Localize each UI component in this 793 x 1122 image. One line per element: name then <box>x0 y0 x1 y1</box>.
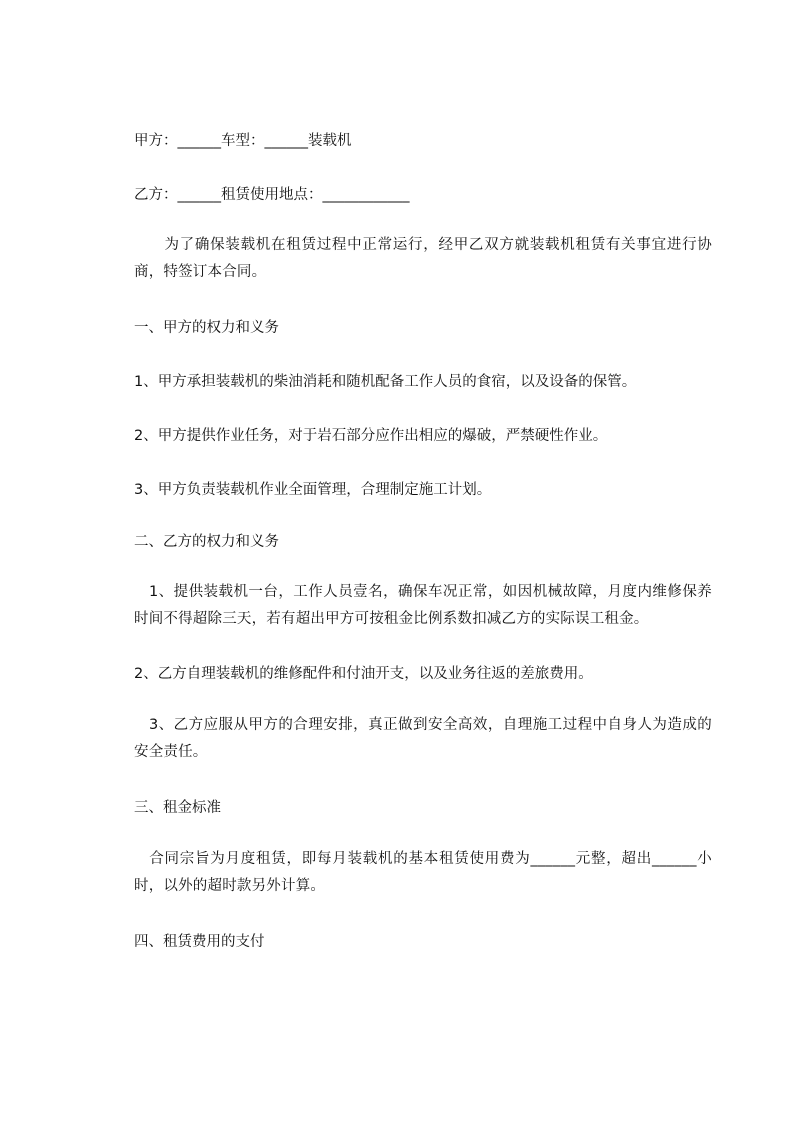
section-1-item-2: 2、甲方提供作业任务，对于岩石部分应作出相应的爆破，严禁硬性作业。 <box>134 428 608 444</box>
section-4-title: 四、租赁费用的支付 <box>134 934 265 950</box>
section-3-title: 三、租金标准 <box>134 800 221 816</box>
section-1-item-3: 3、甲方负责装载机作业全面管理，合理制定施工计划。 <box>134 482 492 498</box>
section-2-item-2: 2、乙方自理装载机的维修配件和付油开支，以及业务往返的差旅费用。 <box>134 666 593 682</box>
section-1-title: 一、甲方的权力和义务 <box>134 320 279 336</box>
party-b-line: 乙方：______租赁使用地点：____________ <box>134 187 410 203</box>
party-a-line: 甲方：______车型：______装载机 <box>134 133 352 149</box>
section-2-title: 二、乙方的权力和义务 <box>134 534 279 550</box>
section-3-text: 合同宗旨为月度租赁，即每月装载机的基本租赁使用费为______元整，超出______小时，以外的超时款另外计算。 <box>134 851 712 894</box>
section-2-item-1: 1、提供装载机一台，工作人员壹名，确保车况正常，如因机械故障，月度内维修保养时间不得超除三天，若有超出甲方可按租金比例系数扣减乙方的实际误工租金。 <box>134 584 712 627</box>
intro-paragraph: 为了确保装载机在租赁过程中正常运行，经甲乙双方就装载机租赁有关事宜进行协商，特签订本合同。 <box>134 237 712 280</box>
section-2-item-3: 3、乙方应服从甲方的合理安排，真正做到安全高效，自理施工过程中自身人为造成的安全责任。 <box>134 717 712 760</box>
section-1-item-1: 1、甲方承担装载机的柴油消耗和随机配备工作人员的食宿，以及设备的保管。 <box>134 374 637 390</box>
